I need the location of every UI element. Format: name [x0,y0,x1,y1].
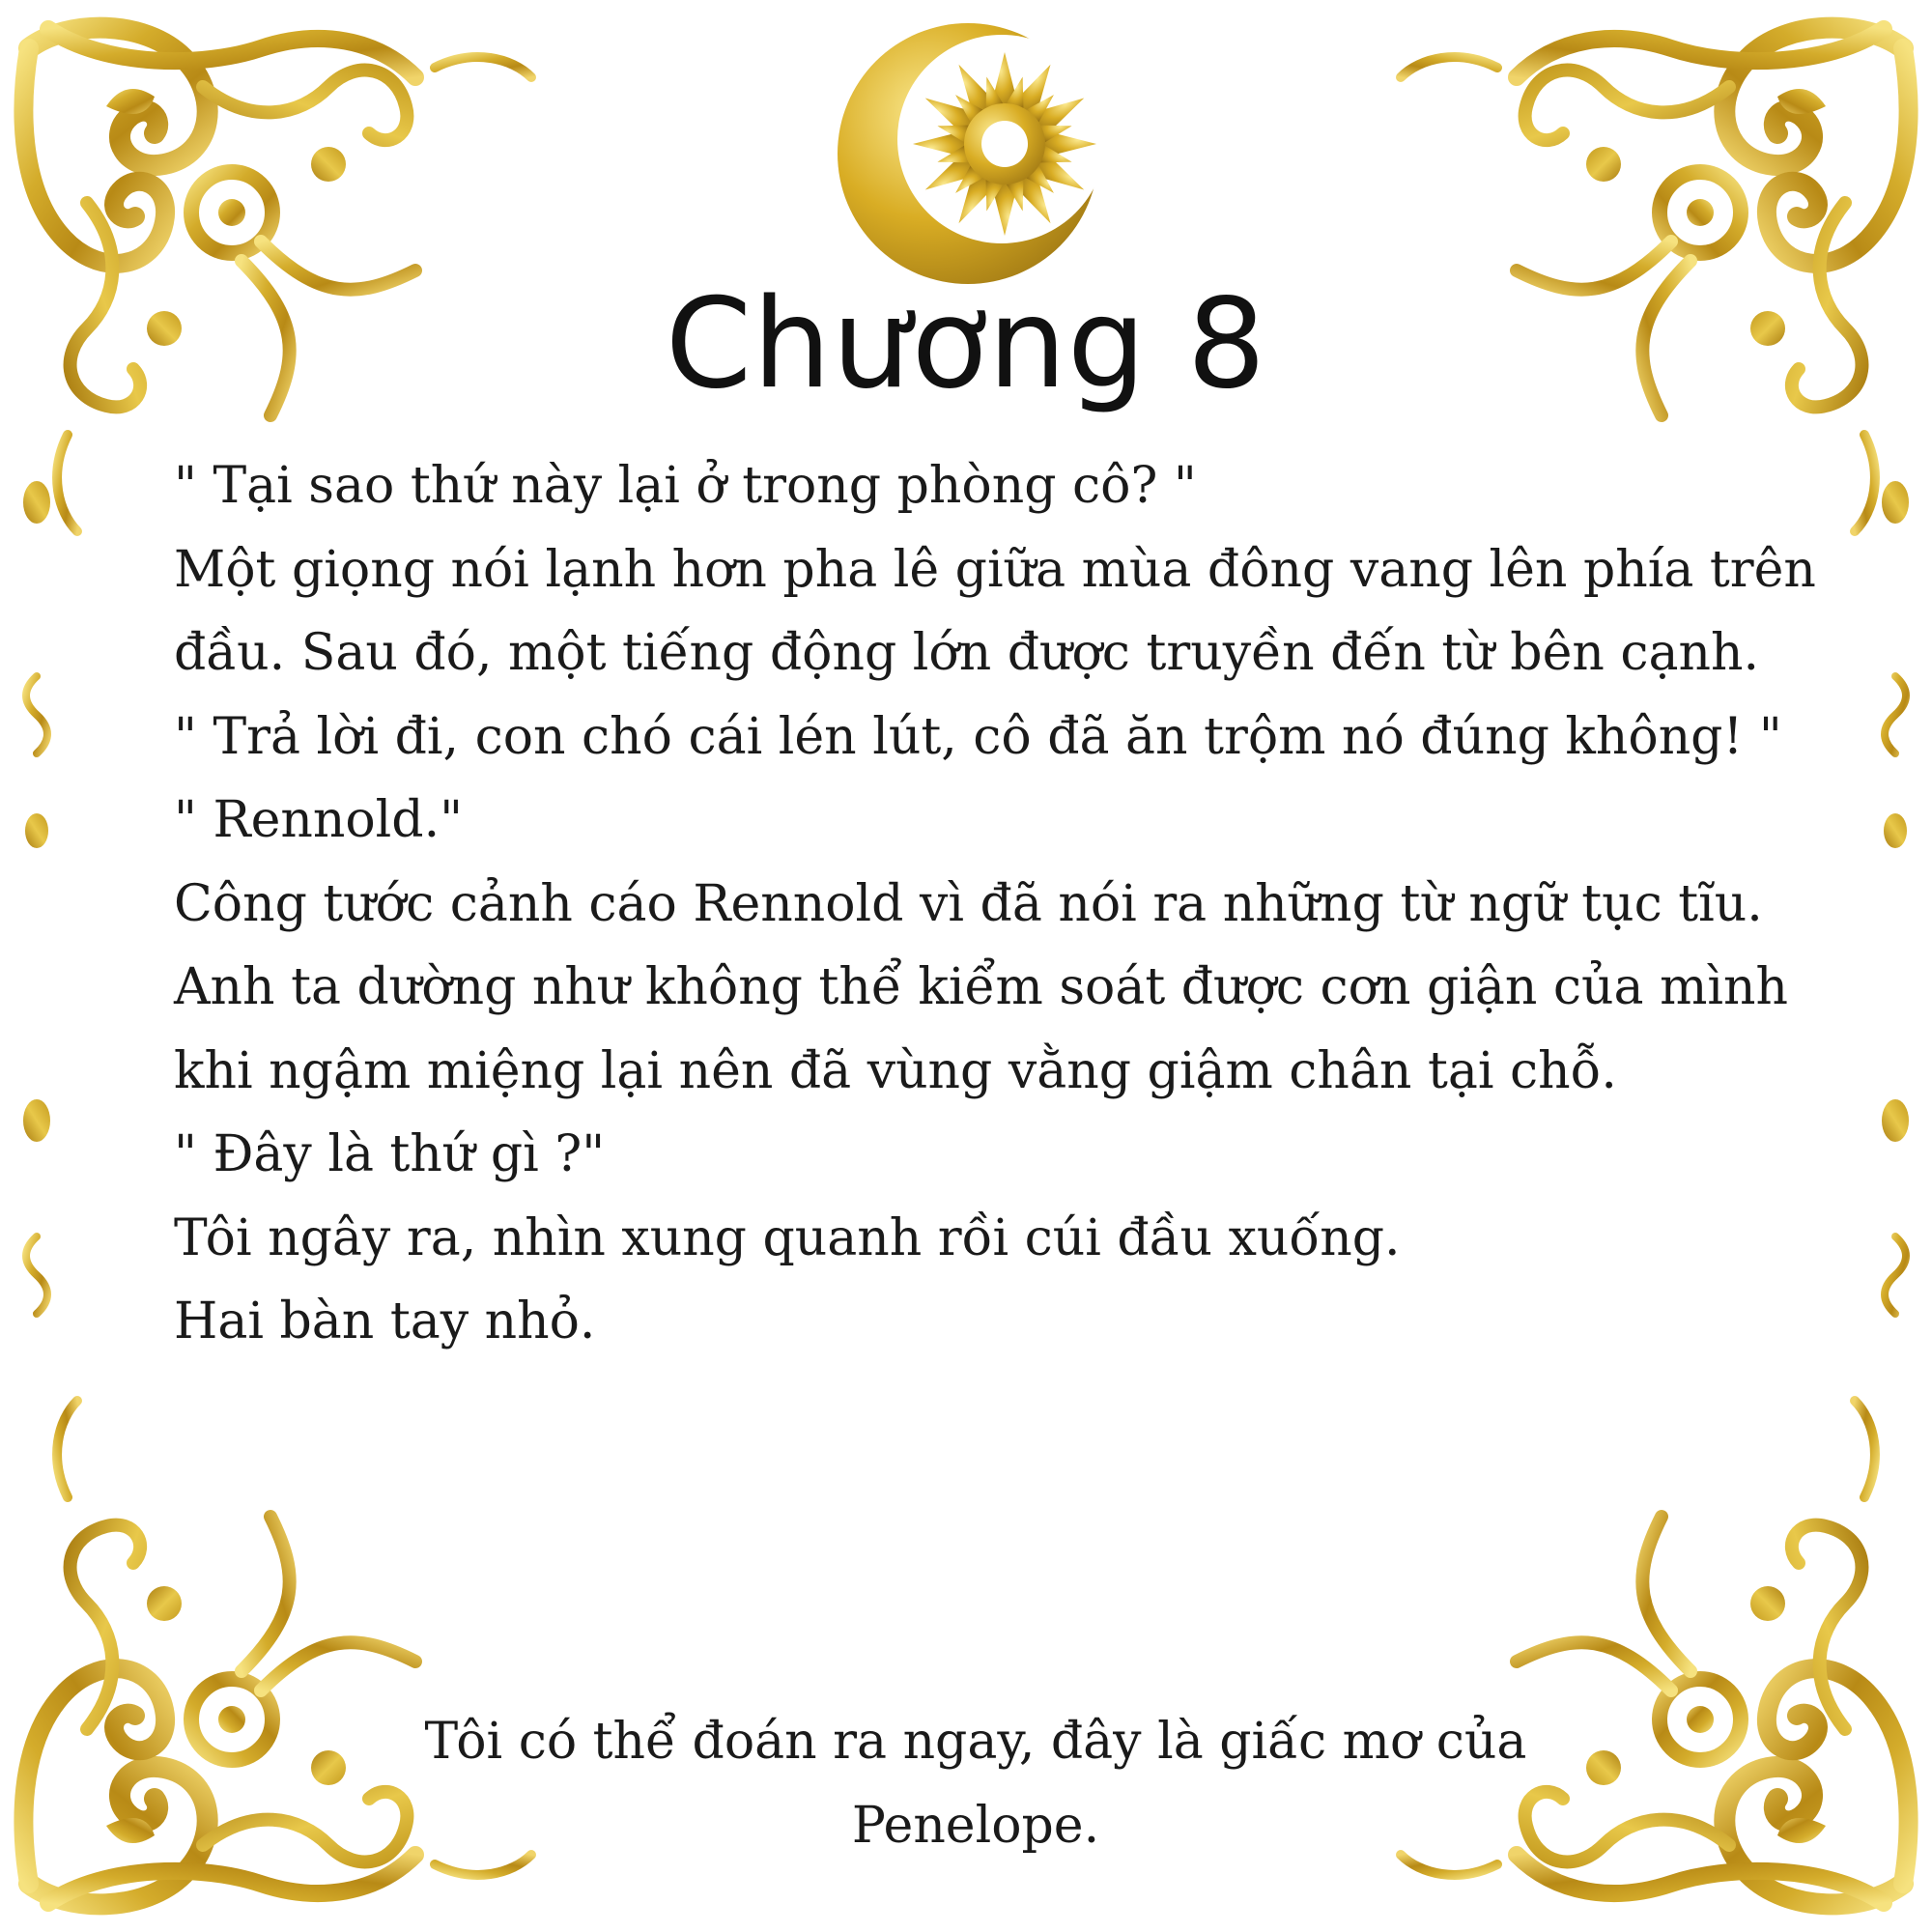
paragraph: Tôi ngây ra, nhìn xung quanh rồi cúi đầu xuống. [174,1208,1401,1267]
paragraph: Anh ta dường như không thể kiểm soát được cơn giận của mình khi ngậm miệng lại nên đã vùng vằng giậm chân tại chỗ. [174,958,1788,1100]
paragraph: Một giọng nói lạnh hơn pha lê giữa mùa đông vang lên phía trên đầu. Sau đó, một tiếng động lớn được truyền đến từ bên cạnh. [174,540,1816,682]
closing-line: Penelope. [851,1796,1100,1855]
paragraph: " Rennold." [174,791,464,849]
paragraph: " Trả lời đi, con chó cái lén lút, cô đã ăn trộm nó đúng không! " [174,707,1782,766]
paragraph: Hai bàn tay nhỏ. [174,1293,596,1350]
closing-line: Tôi có thể đoán ra ngay, đây là giấc mơ của [424,1713,1527,1771]
paragraph: " Tại sao thứ này lại ở trong phòng cô? " [174,457,1197,515]
story-text [174,444,1874,1364]
crescent-moon-sun-icon [833,14,1113,294]
paragraph: " Đây là thứ gì ?" [174,1125,606,1183]
paragraph: Công tước cảnh cáo Rennold vì đã nói ra những từ ngữ tục tĩu. [174,874,1763,933]
chapter-title: Chương 8 [665,272,1267,416]
closing-text [261,1700,1690,1867]
